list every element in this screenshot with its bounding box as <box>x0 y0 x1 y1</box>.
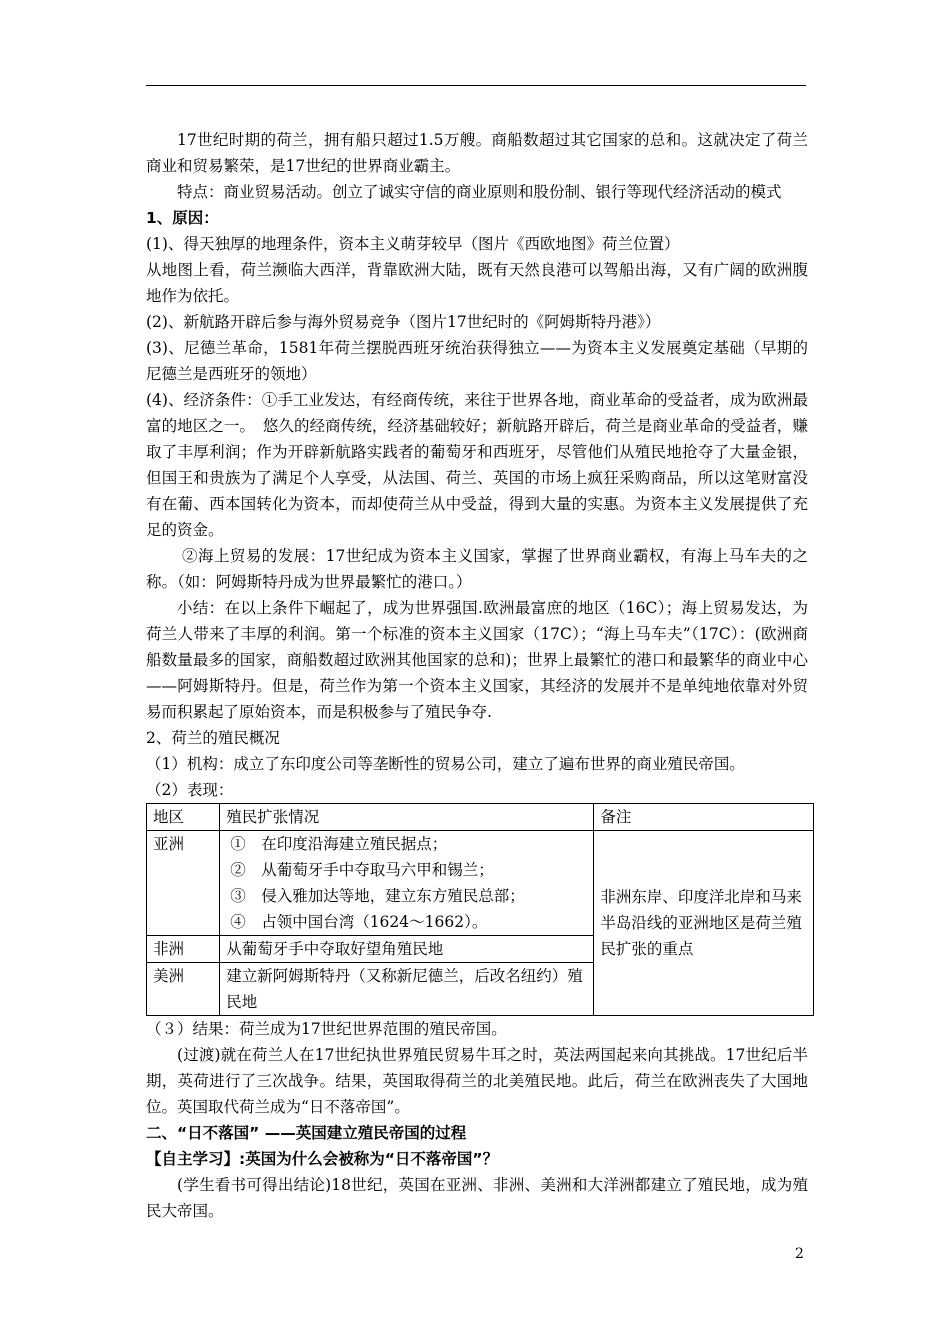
list-item: ④ 占领中国台湾（1624～1662）。 <box>230 913 488 931</box>
list-item: ③ 侵入雅加达等地，建立东方殖民总部； <box>230 887 525 905</box>
page-number: 2 <box>795 1246 804 1262</box>
table-row <box>147 831 814 936</box>
paragraph: 特点：商业贸易活动。创立了诚实守信的商业原则和股份制、银行等现代经济活动的模式 <box>177 183 782 201</box>
paragraph: (1)、得天独厚的地理条件，资本主义萌芽较早（图片《西欧地图》荷兰位置） <box>146 235 680 253</box>
paragraph: ②海上贸易的发展：17世纪成为资本主义国家，掌握了世界商业霸权，有海上马车夫的之称。（如：阿姆斯特丹成为世界最繁忙的港口。） <box>146 547 808 591</box>
document-body <box>146 127 808 1224</box>
list-item: ② 从葡萄牙手中夺取马六甲和锡兰； <box>230 861 494 879</box>
expansion-cell <box>220 831 594 936</box>
paragraph: (3)、尼德兰革命，1581年荷兰摆脱西班牙统治获得独立——为资本主义发展奠定基础（早期的尼德兰是西班牙的领地） <box>146 339 808 383</box>
table-header-cell: 备注 <box>594 804 814 831</box>
table-header-cell: 殖民扩张情况 <box>220 804 594 831</box>
region-cell: 非洲 <box>147 936 220 963</box>
table-header-cell: 地区 <box>147 804 220 831</box>
list-item: ① 在印度沿海建立殖民据点； <box>230 835 448 853</box>
paragraph: (过渡)就在荷兰人在17世纪执世界殖民贸易牛耳之时，英法两国起来向其挑战。17世纪后半期，英荷进行了三次战争。结果，英国取得荷兰的北美殖民地。此后，荷兰在欧洲丧失了大国地位。英国取代荷兰成为“日不落帝国”。 <box>146 1046 808 1116</box>
colonial-table <box>146 803 814 1016</box>
paragraph: (学生看书可得出结论)18世纪，英国在亚洲、非洲、美洲和大洋洲都建立了殖民地，成为殖民大帝国。 <box>146 1176 808 1220</box>
expansion-cell: 从葡萄牙手中夺取好望角殖民地 <box>220 936 594 963</box>
header-rule <box>146 85 806 86</box>
section-heading: 二、“日不落国” ——英国建立殖民帝国的过程 <box>146 1124 467 1142</box>
note-cell: 非洲东岸、印度洋北岸和马来半岛沿线的亚洲地区是荷兰殖民扩张的重点 <box>594 831 814 1016</box>
section-heading: 【自主学习】:英国为什么会被称为“日不落帝国”？ <box>146 1150 499 1168</box>
paragraph: (2)、新航路开辟后参与海外贸易竞争（图片17世纪时的《阿姆斯特丹港》） <box>146 313 661 331</box>
paragraph: 从地图上看，荷兰濒临大西洋，背靠欧洲大陆，既有天然良港可以驾船出海，又有广阔的欧洲腹地作为依托。 <box>146 261 808 305</box>
region-cell: 亚洲 <box>147 831 220 936</box>
paragraph: （1）机构：成立了东印度公司等垄断性的贸易公司，建立了遍布世界的商业殖民帝国。 <box>146 755 745 773</box>
section-heading: 1、原因： <box>146 209 219 227</box>
paragraph: (4)、经济条件：①手工业发达，有经商传统，来往于世界各地，商业革命的受益者，成为欧洲最富的地区之一。 悠久的经商传统，经济基础较好；新航路开辟后，荷兰是商业革命的受益者，赚取了丰厚利润；作为开辟新航路实践者的葡萄牙和西班牙，尽管他们从殖民地抢夺了大量金银，但国王和贵族为了满足个人享受，从法国、荷兰、英国的市场上疯狂采购商品，所以这笔财富没有在葡、西本国转化为资本，而却使荷兰从中受益，得到大量的实惠。为资本主义发展提供了充足的资金。 <box>146 391 808 539</box>
paragraph: （2）表现： <box>146 781 234 799</box>
table-header-row <box>147 804 814 831</box>
paragraph: 17世纪时期的荷兰，拥有船只超过1.5万艘。商船数超过其它国家的总和。这就决定了荷兰商业和贸易繁荣，是17世纪的世界商业霸主。 <box>146 131 808 175</box>
paragraph: （３）结果：荷兰成为17世纪世界范围的殖民帝国。 <box>146 1020 507 1038</box>
paragraph: 小结：在以上条件下崛起了，成为世界强国.欧洲最富庶的地区（16C）；海上贸易发达，为荷兰人带来了丰厚的利润。第一个标准的资本主义国家（17C）；“海上马车夫”（17C）：(欧洲商船数量最多的国家，商船数超过欧洲其他国家的总和)；世界上最繁忙的港口和最繁华的商业中心——阿姆斯特丹。但是，荷兰作为第一个资本主义国家，其经济的发展并不是单纯地依靠对外贸易而积累起了原始资本，而是积极参与了殖民争夺. <box>146 599 808 721</box>
region-cell: 美洲 <box>147 963 220 1016</box>
section-heading: 2、荷兰的殖民概况 <box>146 729 280 747</box>
expansion-cell: 建立新阿姆斯特丹（又称新尼德兰，后改名纽约）殖民地 <box>220 963 594 1016</box>
